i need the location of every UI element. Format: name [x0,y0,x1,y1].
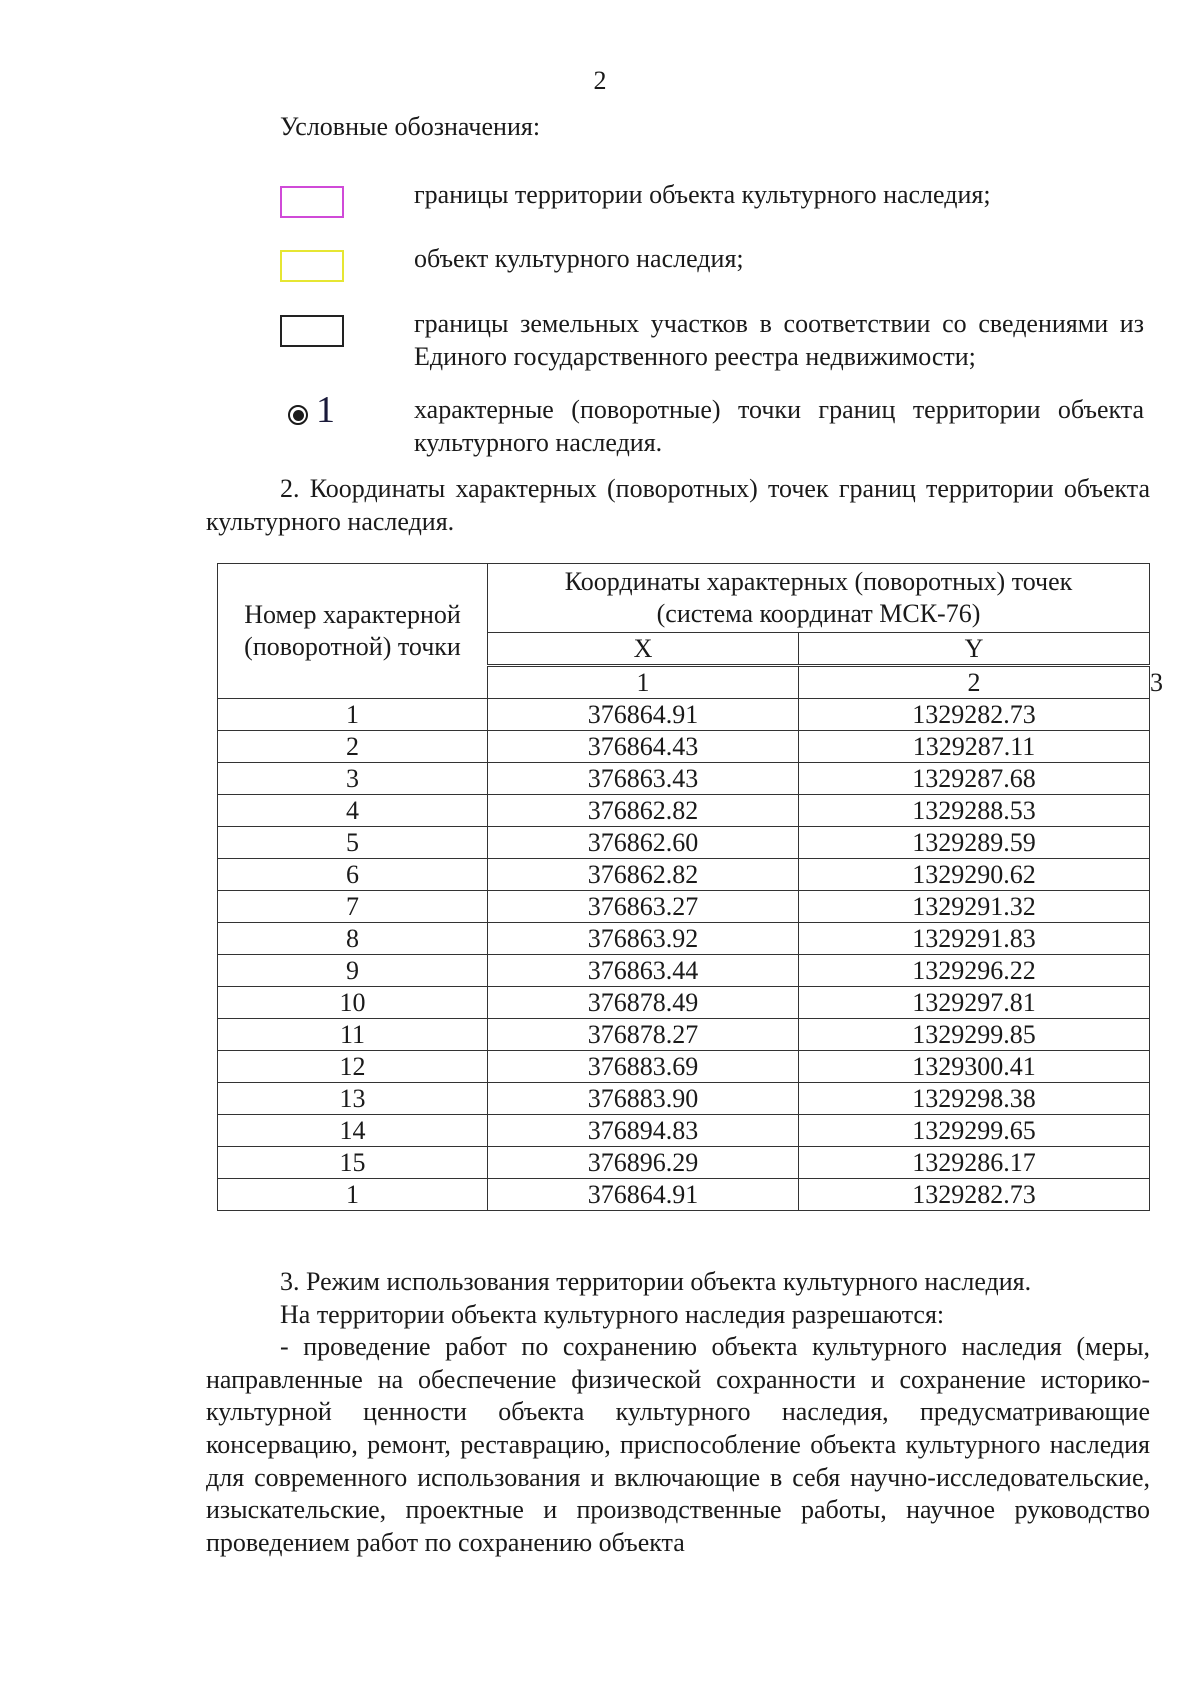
table-row [218,923,1150,955]
x-value: 376863.43 [488,763,799,795]
y-value: 1329296.22 [799,955,1150,987]
table-row [218,763,1150,795]
index-cell: 1 [488,666,799,699]
legend-item-points [280,388,1144,458]
y-value: 1329287.11 [799,731,1150,763]
y-value: 1329291.83 [799,923,1150,955]
x-value: 376862.82 [488,859,799,891]
section3-allowed-intro: На территории объекта культурного наследия разрешаются: [280,1299,945,1329]
page-number: 2 [593,66,607,95]
y-value: 1329286.17 [799,1147,1150,1179]
x-value: 376894.83 [488,1115,799,1147]
table-row [218,987,1150,1019]
point-number: 13 [218,1083,488,1115]
point-number: 12 [218,1051,488,1083]
point-number: 8 [218,923,488,955]
legend-text: границы территории объекта культурного наследия; [414,180,991,209]
y-value: 1329299.85 [799,1019,1150,1051]
yellow-box-icon [280,250,344,282]
magenta-box-icon [280,186,344,218]
x-value: 376864.43 [488,731,799,763]
table-row [218,699,1150,731]
point-number: 3 [218,763,488,795]
table-row [218,827,1150,859]
x-value: 376878.49 [488,987,799,1019]
x-value: 376864.91 [488,699,799,731]
col1-header: Номер характерной (поворотной) точки [218,564,488,699]
legend-text: объект культурного наследия; [414,244,744,273]
legend-text: границы земельных участков в соответствии со сведениями из Единого государственного реестра недвижимости; [414,309,1144,371]
table-row [218,795,1150,827]
legend-item-territory-boundary [280,178,1144,218]
section3-item1: - проведение работ по сохранению объекта культурного наследия (меры, направленные на обеспечение физической сохранности и сохранение историко-культурной ценности объекта культурного наследия, предусматривающие консервацию, ремонт, реставрацию, приспособление объекта культурного наследия для современного использования и включающие в себя научно-исследовательские, изыскательские, проектные и производственные работы, научное руководство проведением работ по сохранению объекта [206,1332,1150,1557]
point-number: 5 [218,827,488,859]
y-value: 1329300.41 [799,1051,1150,1083]
point-number: 9 [218,955,488,987]
index-row: 1 2 3 [218,666,1150,699]
point-number: 1 [218,699,488,731]
table-row [218,1179,1150,1211]
x-value: 376862.82 [488,795,799,827]
y-value: 1329299.65 [799,1115,1150,1147]
y-value: 1329282.73 [799,699,1150,731]
x-value: 376863.44 [488,955,799,987]
coordinates-table [217,563,1163,1211]
x-value: 376862.60 [488,827,799,859]
y-value: 1329297.81 [799,987,1150,1019]
table-row [218,1115,1150,1147]
x-value: 376883.90 [488,1083,799,1115]
black-box-icon [280,315,344,347]
table-row [218,1051,1150,1083]
table-row [218,731,1150,763]
table-row [218,859,1150,891]
point-number: 7 [218,891,488,923]
legend-text: характерные (поворотные) точки границ территории объекта культурного наследия. [414,395,1144,457]
y-value: 1329298.38 [799,1083,1150,1115]
x-value: 376863.92 [488,923,799,955]
point-number: 4 [218,795,488,827]
section2-title [206,473,1150,538]
table-row [218,955,1150,987]
table-row [218,891,1150,923]
y-value: 1329288.53 [799,795,1150,827]
legend-item-land-plots [280,307,1144,377]
x-value: 376878.27 [488,1019,799,1051]
point-symbol-label: 1 [316,389,335,431]
point-symbol [288,388,335,432]
x-value: 376883.69 [488,1051,799,1083]
point-number: 6 [218,859,488,891]
y-value: 1329289.59 [799,827,1150,859]
point-marker-icon [288,405,308,425]
coords-header: Координаты характерных (поворотных) точек (система координат МСК-76) [488,564,1150,633]
y-value: 1329291.32 [799,891,1150,923]
x-value: 376864.91 [488,1179,799,1211]
section2-title-text: 2. Координаты характерных (поворотных) точек границ территории объекта культурного наследия. [206,474,1150,536]
index-cell: 2 [799,666,1150,699]
point-number: 11 [218,1019,488,1051]
y-value: 1329287.68 [799,763,1150,795]
table-row [218,1019,1150,1051]
table-row [218,1147,1150,1179]
legend-item-heritage-object [280,242,1144,282]
section3-title: 3. Режим использования территории объекта культурного наследия. [280,1267,1032,1296]
y-value: 1329282.73 [799,1179,1150,1211]
table-row [218,1083,1150,1115]
x-value: 376896.29 [488,1147,799,1179]
point-number: 2 [218,731,488,763]
legend-heading: Условные обозначения: [280,112,541,141]
section3 [206,1266,1150,1559]
point-number: 15 [218,1147,488,1179]
y-header: Y [799,633,1150,666]
x-header: X [488,633,799,666]
point-number: 1 [218,1179,488,1211]
point-number: 10 [218,987,488,1019]
x-value: 376863.27 [488,891,799,923]
point-number: 14 [218,1115,488,1147]
y-value: 1329290.62 [799,859,1150,891]
